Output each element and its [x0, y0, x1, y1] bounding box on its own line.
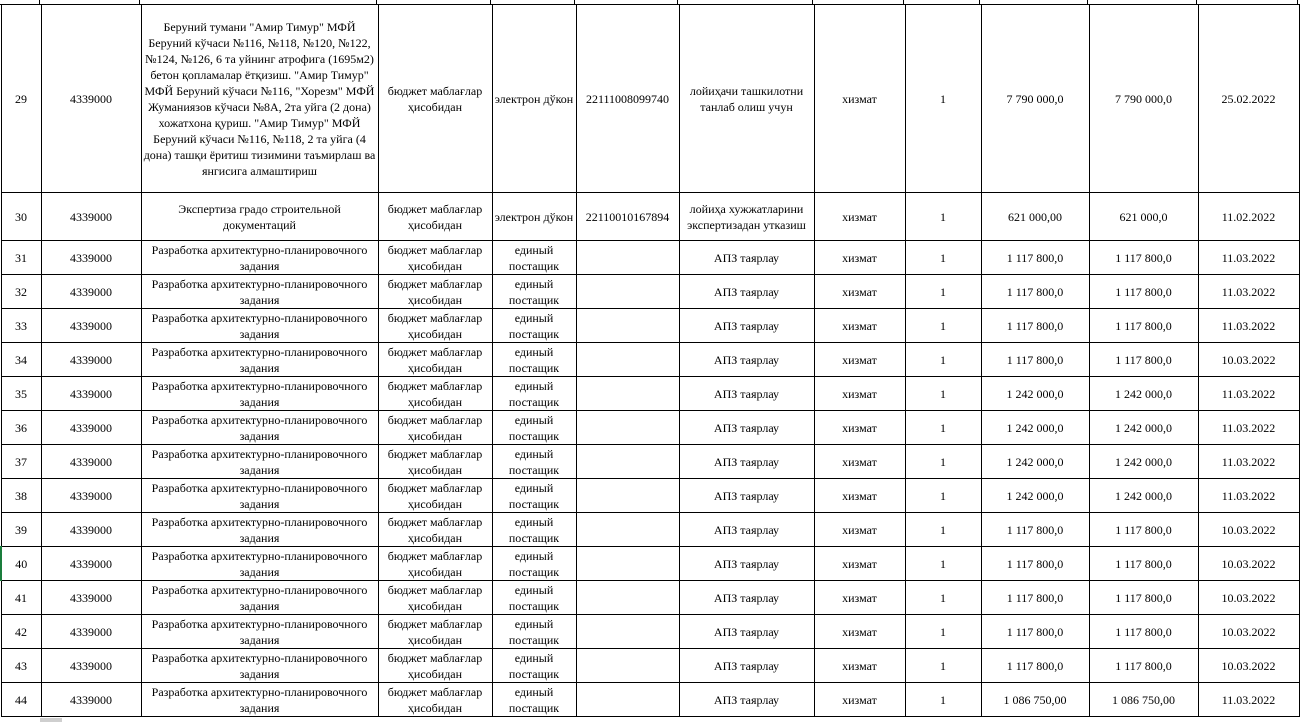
funding-source-cell[interactable]: бюджет маблағлар ҳисобидан — [378, 547, 492, 581]
date-cell[interactable]: 10.03.2022 — [1198, 581, 1299, 615]
service-type-cell[interactable]: хизмат — [814, 275, 905, 309]
total-sum-cell[interactable]: 1 117 800,0 — [1089, 649, 1198, 683]
row-number-cell[interactable]: 38 — [1, 479, 41, 513]
service-type-cell[interactable]: хизмат — [814, 615, 905, 649]
code-cell[interactable]: 4339000 — [41, 615, 141, 649]
service-type-cell[interactable]: хизмат — [814, 649, 905, 683]
unit-price-cell[interactable]: 1 242 000,0 — [981, 445, 1089, 479]
lot-number-cell[interactable] — [576, 411, 679, 445]
funding-source-cell[interactable]: бюджет маблағлар ҳисобидан — [378, 581, 492, 615]
purpose-cell[interactable]: АПЗ таярлау — [679, 581, 814, 615]
quantity-cell[interactable]: 1 — [905, 309, 981, 343]
service-type-cell[interactable]: хизмат — [814, 5, 905, 193]
funding-source-cell[interactable]: бюджет маблағлар ҳисобидан — [378, 649, 492, 683]
funding-source-cell[interactable]: бюджет маблағлар ҳисобидан — [378, 411, 492, 445]
table-row[interactable] — [1, 5, 1299, 193]
table-row[interactable] — [1, 581, 1299, 615]
row-number-cell[interactable]: 41 — [1, 581, 41, 615]
funding-source-cell[interactable]: бюджет маблағлар ҳисобидан — [378, 275, 492, 309]
unit-price-cell[interactable]: 621 000,00 — [981, 193, 1089, 241]
funding-source-cell[interactable]: бюджет маблағлар ҳисобидан — [378, 241, 492, 275]
quantity-cell[interactable]: 1 — [905, 241, 981, 275]
work-name-cell[interactable]: Разработка архитектурно-планировочного задания — [141, 581, 378, 615]
table-row[interactable] — [1, 479, 1299, 513]
code-cell[interactable]: 4339000 — [41, 5, 141, 193]
code-cell[interactable]: 4339000 — [41, 411, 141, 445]
date-cell[interactable]: 11.02.2022 — [1198, 193, 1299, 241]
unit-price-cell[interactable]: 1 242 000,0 — [981, 377, 1089, 411]
work-name-cell[interactable]: Разработка архитектурно-планировочного задания — [141, 343, 378, 377]
funding-source-cell[interactable]: бюджет маблағлар ҳисобидан — [378, 343, 492, 377]
code-cell[interactable]: 4339000 — [41, 649, 141, 683]
total-sum-cell[interactable]: 1 117 800,0 — [1089, 275, 1198, 309]
procurement-method-cell[interactable]: единый постащик — [492, 445, 576, 479]
table-row[interactable] — [1, 615, 1299, 649]
service-type-cell[interactable]: хизмат — [814, 683, 905, 717]
total-sum-cell[interactable]: 1 242 000,0 — [1089, 479, 1198, 513]
work-name-cell[interactable]: Разработка архитектурно-планировочного задания — [141, 479, 378, 513]
procurement-table — [0, 4, 1300, 717]
work-name-cell[interactable]: Беруний тумани "Амир Тимур" МФЙ Беруний кўчаси №116, №118, №120, №122, №124, №126, 6 та уйнинг атрофига (1695м2) бетон қопламалар ётқизиш. "Амир Тимур" МФЙ Беруний кўчаси №116, "Хорезм" МФЙ Жуманиязов кўчаси №8А, 2та уйга (2 дона) хожатхона қуриш. "Амир Тимур" МФЙ Беруний кўчаси №116, №118, 2 та уйга (4 дона) ташқи ёритиш тизимини таъмирлаш ва янгисига алмаштириш — [141, 5, 378, 193]
table-row[interactable] — [1, 513, 1299, 547]
date-cell[interactable]: 10.03.2022 — [1198, 513, 1299, 547]
date-cell[interactable]: 11.03.2022 — [1198, 683, 1299, 717]
table-row[interactable] — [1, 649, 1299, 683]
code-cell[interactable]: 4339000 — [41, 309, 141, 343]
procurement-method-cell[interactable]: единый постащик — [492, 683, 576, 717]
date-cell[interactable]: 11.03.2022 — [1198, 445, 1299, 479]
procurement-method-cell[interactable]: единый постащик — [492, 581, 576, 615]
purpose-cell[interactable]: АПЗ таярлау — [679, 649, 814, 683]
date-cell[interactable]: 25.02.2022 — [1198, 5, 1299, 193]
purpose-cell[interactable]: лойиҳа хужжатларини экспертизадан утказиш — [679, 193, 814, 241]
procurement-method-cell[interactable]: единый постащик — [492, 241, 576, 275]
purpose-cell[interactable]: АПЗ таярлау — [679, 411, 814, 445]
lot-number-cell[interactable] — [576, 275, 679, 309]
total-sum-cell[interactable]: 1 242 000,0 — [1089, 445, 1198, 479]
date-cell[interactable]: 10.03.2022 — [1198, 343, 1299, 377]
total-sum-cell[interactable]: 1 117 800,0 — [1089, 513, 1198, 547]
table-row[interactable] — [1, 275, 1299, 309]
date-cell[interactable]: 11.03.2022 — [1198, 309, 1299, 343]
row-number-cell[interactable]: 33 — [1, 309, 41, 343]
procurement-method-cell[interactable]: электрон дўкон — [492, 5, 576, 193]
lot-number-cell[interactable] — [576, 649, 679, 683]
purpose-cell[interactable]: АПЗ таярлау — [679, 615, 814, 649]
code-cell[interactable]: 4339000 — [41, 581, 141, 615]
table-row[interactable] — [1, 445, 1299, 479]
funding-source-cell[interactable]: бюджет маблағлар ҳисобидан — [378, 5, 492, 193]
date-cell[interactable]: 10.03.2022 — [1198, 615, 1299, 649]
funding-source-cell[interactable]: бюджет маблағлар ҳисобидан — [378, 615, 492, 649]
lot-number-cell[interactable] — [576, 581, 679, 615]
unit-price-cell[interactable]: 1 086 750,00 — [981, 683, 1089, 717]
lot-number-cell[interactable]: 22110010167894 — [576, 193, 679, 241]
date-cell[interactable]: 10.03.2022 — [1198, 547, 1299, 581]
procurement-method-cell[interactable]: единый постащик — [492, 479, 576, 513]
lot-number-cell[interactable] — [576, 615, 679, 649]
code-cell[interactable]: 4339000 — [41, 445, 141, 479]
service-type-cell[interactable]: хизмат — [814, 241, 905, 275]
work-name-cell[interactable]: Разработка архитектурно-планировочного задания — [141, 649, 378, 683]
table-row[interactable] — [1, 309, 1299, 343]
unit-price-cell[interactable]: 1 117 800,0 — [981, 615, 1089, 649]
total-sum-cell[interactable]: 1 117 800,0 — [1089, 309, 1198, 343]
row-number-cell[interactable]: 31 — [1, 241, 41, 275]
date-cell[interactable]: 10.03.2022 — [1198, 649, 1299, 683]
lot-number-cell[interactable] — [576, 377, 679, 411]
quantity-cell[interactable]: 1 — [905, 377, 981, 411]
row-number-cell[interactable]: 39 — [1, 513, 41, 547]
work-name-cell[interactable]: Разработка архитектурно-планировочного задания — [141, 241, 378, 275]
work-name-cell[interactable]: Разработка архитектурно-планировочного задания — [141, 547, 378, 581]
funding-source-cell[interactable]: бюджет маблағлар ҳисобидан — [378, 479, 492, 513]
unit-price-cell[interactable]: 7 790 000,0 — [981, 5, 1089, 193]
row-number-cell[interactable]: 29 — [1, 5, 41, 193]
table-row[interactable] — [1, 343, 1299, 377]
code-cell[interactable]: 4339000 — [41, 343, 141, 377]
quantity-cell[interactable]: 1 — [905, 649, 981, 683]
procurement-method-cell[interactable]: единый постащик — [492, 377, 576, 411]
code-cell[interactable]: 4339000 — [41, 547, 141, 581]
service-type-cell[interactable]: хизмат — [814, 513, 905, 547]
funding-source-cell[interactable]: бюджет маблағлар ҳисобидан — [378, 309, 492, 343]
date-cell[interactable]: 11.03.2022 — [1198, 411, 1299, 445]
code-cell[interactable]: 4339000 — [41, 479, 141, 513]
quantity-cell[interactable]: 1 — [905, 193, 981, 241]
total-sum-cell[interactable]: 1 117 800,0 — [1089, 581, 1198, 615]
unit-price-cell[interactable]: 1 117 800,0 — [981, 241, 1089, 275]
row-number-cell[interactable]: 37 — [1, 445, 41, 479]
total-sum-cell[interactable]: 1 242 000,0 — [1089, 377, 1198, 411]
total-sum-cell[interactable]: 7 790 000,0 — [1089, 5, 1198, 193]
row-number-cell[interactable]: 30 — [1, 193, 41, 241]
work-name-cell[interactable]: Разработка архитектурно-планировочного задания — [141, 377, 378, 411]
table-row[interactable] — [1, 547, 1299, 581]
funding-source-cell[interactable]: бюджет маблағлар ҳисобидан — [378, 377, 492, 411]
date-cell[interactable]: 11.03.2022 — [1198, 479, 1299, 513]
date-cell[interactable]: 11.03.2022 — [1198, 241, 1299, 275]
unit-price-cell[interactable]: 1 117 800,0 — [981, 547, 1089, 581]
table-row[interactable] — [1, 411, 1299, 445]
purpose-cell[interactable]: АПЗ таярлау — [679, 683, 814, 717]
total-sum-cell[interactable]: 621 000,0 — [1089, 193, 1198, 241]
procurement-method-cell[interactable]: единый постащик — [492, 513, 576, 547]
service-type-cell[interactable]: хизмат — [814, 193, 905, 241]
date-cell[interactable]: 11.03.2022 — [1198, 377, 1299, 411]
quantity-cell[interactable]: 1 — [905, 581, 981, 615]
unit-price-cell[interactable]: 1 117 800,0 — [981, 649, 1089, 683]
work-name-cell[interactable]: Разработка архитектурно-планировочного задания — [141, 615, 378, 649]
table-body — [1, 5, 1299, 717]
unit-price-cell[interactable]: 1 117 800,0 — [981, 513, 1089, 547]
unit-price-cell[interactable]: 1 242 000,0 — [981, 411, 1089, 445]
total-sum-cell[interactable]: 1 117 800,0 — [1089, 615, 1198, 649]
work-name-cell[interactable]: Экспертиза градо строительной документаций — [141, 193, 378, 241]
quantity-cell[interactable]: 1 — [905, 411, 981, 445]
lot-number-cell[interactable] — [576, 479, 679, 513]
purpose-cell[interactable]: АПЗ таярлау — [679, 479, 814, 513]
row-number-cell[interactable]: 43 — [1, 649, 41, 683]
purpose-cell[interactable]: лойиҳачи ташкилотни танлаб олиш учун — [679, 5, 814, 193]
row-number-cell[interactable]: 42 — [1, 615, 41, 649]
table-row[interactable] — [1, 683, 1299, 717]
service-type-cell[interactable]: хизмат — [814, 377, 905, 411]
purpose-cell[interactable]: АПЗ таярлау — [679, 377, 814, 411]
sheet-scroll-grip[interactable] — [40, 718, 62, 722]
work-name-cell[interactable]: Разработка архитектурно-планировочного задания — [141, 445, 378, 479]
lot-number-cell[interactable] — [576, 547, 679, 581]
date-cell[interactable]: 11.03.2022 — [1198, 275, 1299, 309]
unit-price-cell[interactable]: 1 242 000,0 — [981, 479, 1089, 513]
procurement-method-cell[interactable]: единый постащик — [492, 649, 576, 683]
work-name-cell[interactable]: Разработка архитектурно-планировочного задания — [141, 683, 378, 717]
lot-number-cell[interactable] — [576, 445, 679, 479]
row-number-cell[interactable]: 32 — [1, 275, 41, 309]
lot-number-cell[interactable] — [576, 683, 679, 717]
procurement-method-cell[interactable]: единый постащик — [492, 547, 576, 581]
code-cell[interactable]: 4339000 — [41, 241, 141, 275]
procurement-method-cell[interactable]: единый постащик — [492, 411, 576, 445]
row-number-cell[interactable]: 40 — [1, 547, 41, 581]
procurement-method-cell[interactable]: единый постащик — [492, 343, 576, 377]
quantity-cell[interactable]: 1 — [905, 547, 981, 581]
quantity-cell[interactable]: 1 — [905, 275, 981, 309]
service-type-cell[interactable]: хизмат — [814, 581, 905, 615]
total-sum-cell[interactable]: 1 242 000,0 — [1089, 411, 1198, 445]
code-cell[interactable]: 4339000 — [41, 513, 141, 547]
unit-price-cell[interactable]: 1 117 800,0 — [981, 309, 1089, 343]
quantity-cell[interactable]: 1 — [905, 5, 981, 193]
purpose-cell[interactable]: АПЗ таярлау — [679, 343, 814, 377]
total-sum-cell[interactable]: 1 117 800,0 — [1089, 547, 1198, 581]
total-sum-cell[interactable]: 1 117 800,0 — [1089, 343, 1198, 377]
work-name-cell[interactable]: Разработка архитектурно-планировочного задания — [141, 309, 378, 343]
code-cell[interactable]: 4339000 — [41, 377, 141, 411]
purpose-cell[interactable]: АПЗ таярлау — [679, 445, 814, 479]
funding-source-cell[interactable]: бюджет маблағлар ҳисобидан — [378, 445, 492, 479]
purpose-cell[interactable]: АПЗ таярлау — [679, 513, 814, 547]
row-number-cell[interactable]: 36 — [1, 411, 41, 445]
unit-price-cell[interactable]: 1 117 800,0 — [981, 343, 1089, 377]
quantity-cell[interactable]: 1 — [905, 343, 981, 377]
table-row[interactable] — [1, 377, 1299, 411]
funding-source-cell[interactable]: бюджет маблағлар ҳисобидан — [378, 513, 492, 547]
quantity-cell[interactable]: 1 — [905, 615, 981, 649]
procurement-method-cell[interactable]: единый постащик — [492, 275, 576, 309]
purpose-cell[interactable]: АПЗ таярлау — [679, 547, 814, 581]
service-type-cell[interactable]: хизмат — [814, 343, 905, 377]
procurement-method-cell[interactable]: единый постащик — [492, 309, 576, 343]
service-type-cell[interactable]: хизмат — [814, 547, 905, 581]
table-row[interactable] — [1, 241, 1299, 275]
quantity-cell[interactable]: 1 — [905, 445, 981, 479]
total-sum-cell[interactable]: 1 086 750,00 — [1089, 683, 1198, 717]
row-number-cell[interactable]: 34 — [1, 343, 41, 377]
work-name-cell[interactable]: Разработка архитектурно-планировочного задания — [141, 411, 378, 445]
purpose-cell[interactable]: АПЗ таярлау — [679, 241, 814, 275]
row-number-cell[interactable]: 35 — [1, 377, 41, 411]
work-name-cell[interactable]: Разработка архитектурно-планировочного задания — [141, 513, 378, 547]
code-cell[interactable]: 4339000 — [41, 683, 141, 717]
purpose-cell[interactable]: АПЗ таярлау — [679, 309, 814, 343]
total-sum-cell[interactable]: 1 117 800,0 — [1089, 241, 1198, 275]
service-type-cell[interactable]: хизмат — [814, 411, 905, 445]
work-name-cell[interactable]: Разработка архитектурно-планировочного задания — [141, 275, 378, 309]
procurement-method-cell[interactable]: единый постащик — [492, 615, 576, 649]
service-type-cell[interactable]: хизмат — [814, 479, 905, 513]
quantity-cell[interactable]: 1 — [905, 683, 981, 717]
funding-source-cell[interactable]: бюджет маблағлар ҳисобидан — [378, 683, 492, 717]
quantity-cell[interactable]: 1 — [905, 479, 981, 513]
service-type-cell[interactable]: хизмат — [814, 309, 905, 343]
lot-number-cell[interactable] — [576, 513, 679, 547]
lot-number-cell[interactable]: 22111008099740 — [576, 5, 679, 193]
lot-number-cell[interactable] — [576, 309, 679, 343]
code-cell[interactable]: 4339000 — [41, 275, 141, 309]
service-type-cell[interactable]: хизмат — [814, 445, 905, 479]
unit-price-cell[interactable]: 1 117 800,0 — [981, 581, 1089, 615]
unit-price-cell[interactable]: 1 117 800,0 — [981, 275, 1089, 309]
funding-source-cell[interactable]: бюджет маблағлар ҳисобидан — [378, 193, 492, 241]
purpose-cell[interactable]: АПЗ таярлау — [679, 275, 814, 309]
quantity-cell[interactable]: 1 — [905, 513, 981, 547]
table-row[interactable] — [1, 193, 1299, 241]
procurement-method-cell[interactable]: электрон дўкон — [492, 193, 576, 241]
lot-number-cell[interactable] — [576, 241, 679, 275]
code-cell[interactable]: 4339000 — [41, 193, 141, 241]
row-number-cell[interactable]: 44 — [1, 683, 41, 717]
lot-number-cell[interactable] — [576, 343, 679, 377]
